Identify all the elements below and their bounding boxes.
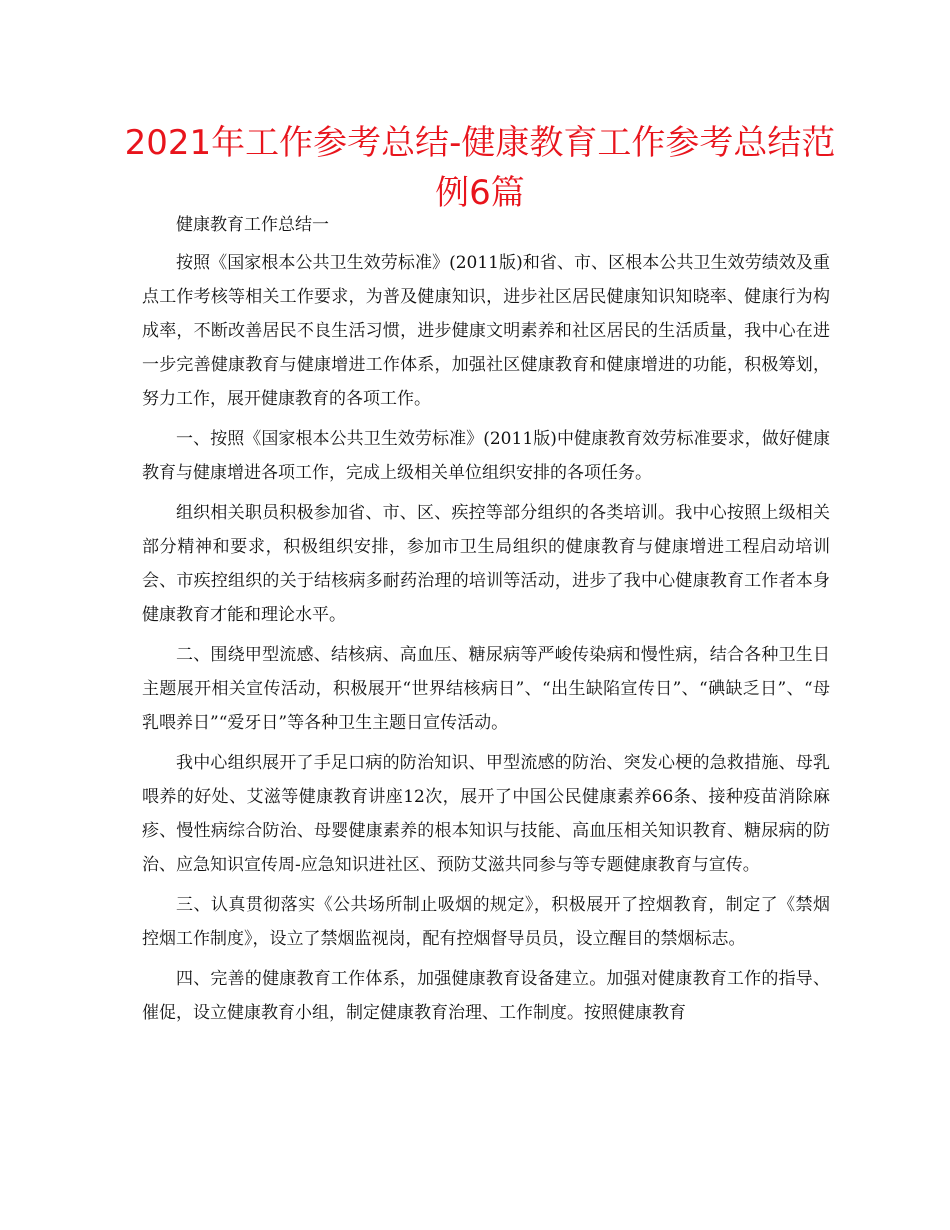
paragraph: 四、完善的健康教育工作体系，加强健康教育设备建立。加强对健康教育工作的指导、催促，设立健康教育小组，制定健康教育治理、工作制度。按照健康教育 [142,969,830,1023]
section-heading: 健康教育工作总结一 [176,215,329,235]
paragraph: 三、认真贯彻落实《公共场所制止吸烟的规定》，积极展开了控烟教育，制定了《禁烟控烟工作制度》，设立了禁烟监视岗，配有控烟督导员员，设立醒目的禁烟标志。 [142,895,830,949]
document-body [142,208,830,1036]
paragraph: 二、围绕甲型流感、结核病、高血压、糖尿病等严峻传染病和慢性病，结合各种卫生日主题展开相关宣传活动，积极展开“世界结核病日”、“出生缺陷宣传日”、“碘缺乏日”、“母乳喂养日”“爱牙日”等各种卫生主题日宣传活动。 [142,645,830,733]
paragraph: 我中心组织展开了手足口病的防治知识、甲型流感的防治、突发心梗的急救措施、母乳喂养的好处、艾滋等健康教育讲座12次，展开了中国公民健康素养66条、接种疫苗消除麻疹、慢性病综合防治、母婴健康素养的根本知识与技能、高血压相关知识教育、糖尿病的防治、应急知识宣传周-应急知识进社区、预防艾滋共同参与等专题健康教育与宣传。 [142,753,830,875]
paragraph: 组织相关职员积极参加省、市、区、疾控等部分组织的各类培训。我中心按照上级相关部分精神和要求，积极组织安排，参加市卫生局组织的健康教育与健康增进工程启动培训会、市疾控组织的关于结核病多耐药治理的培训等活动，进步了我中心健康教育工作者本身健康教育才能和理论水平。 [142,503,830,625]
paragraph: 按照《国家根本公共卫生效劳标准》(2011版)和省、市、区根本公共卫生效劳绩效及重点工作考核等相关工作要求，为普及健康知识，进步社区居民健康知识知晓率、健康行为构成率，不断改善居民不良生活习惯，进步健康文明素养和社区居民的生活质量，我中心在进一步完善健康教育与健康增进工作体系，加强社区健康教育和健康增进的功能，积极筹划，努力工作，展开健康教育的各项工作。 [142,253,830,409]
document-title: 2021年工作参考总结-健康教育工作参考总结范例6篇 [124,123,836,213]
paragraph: 一、按照《国家根本公共卫生效劳标准》(2011版)中健康教育效劳标准要求，做好健康教育与健康增进各项工作，完成上级相关单位组织安排的各项任务。 [142,429,830,483]
